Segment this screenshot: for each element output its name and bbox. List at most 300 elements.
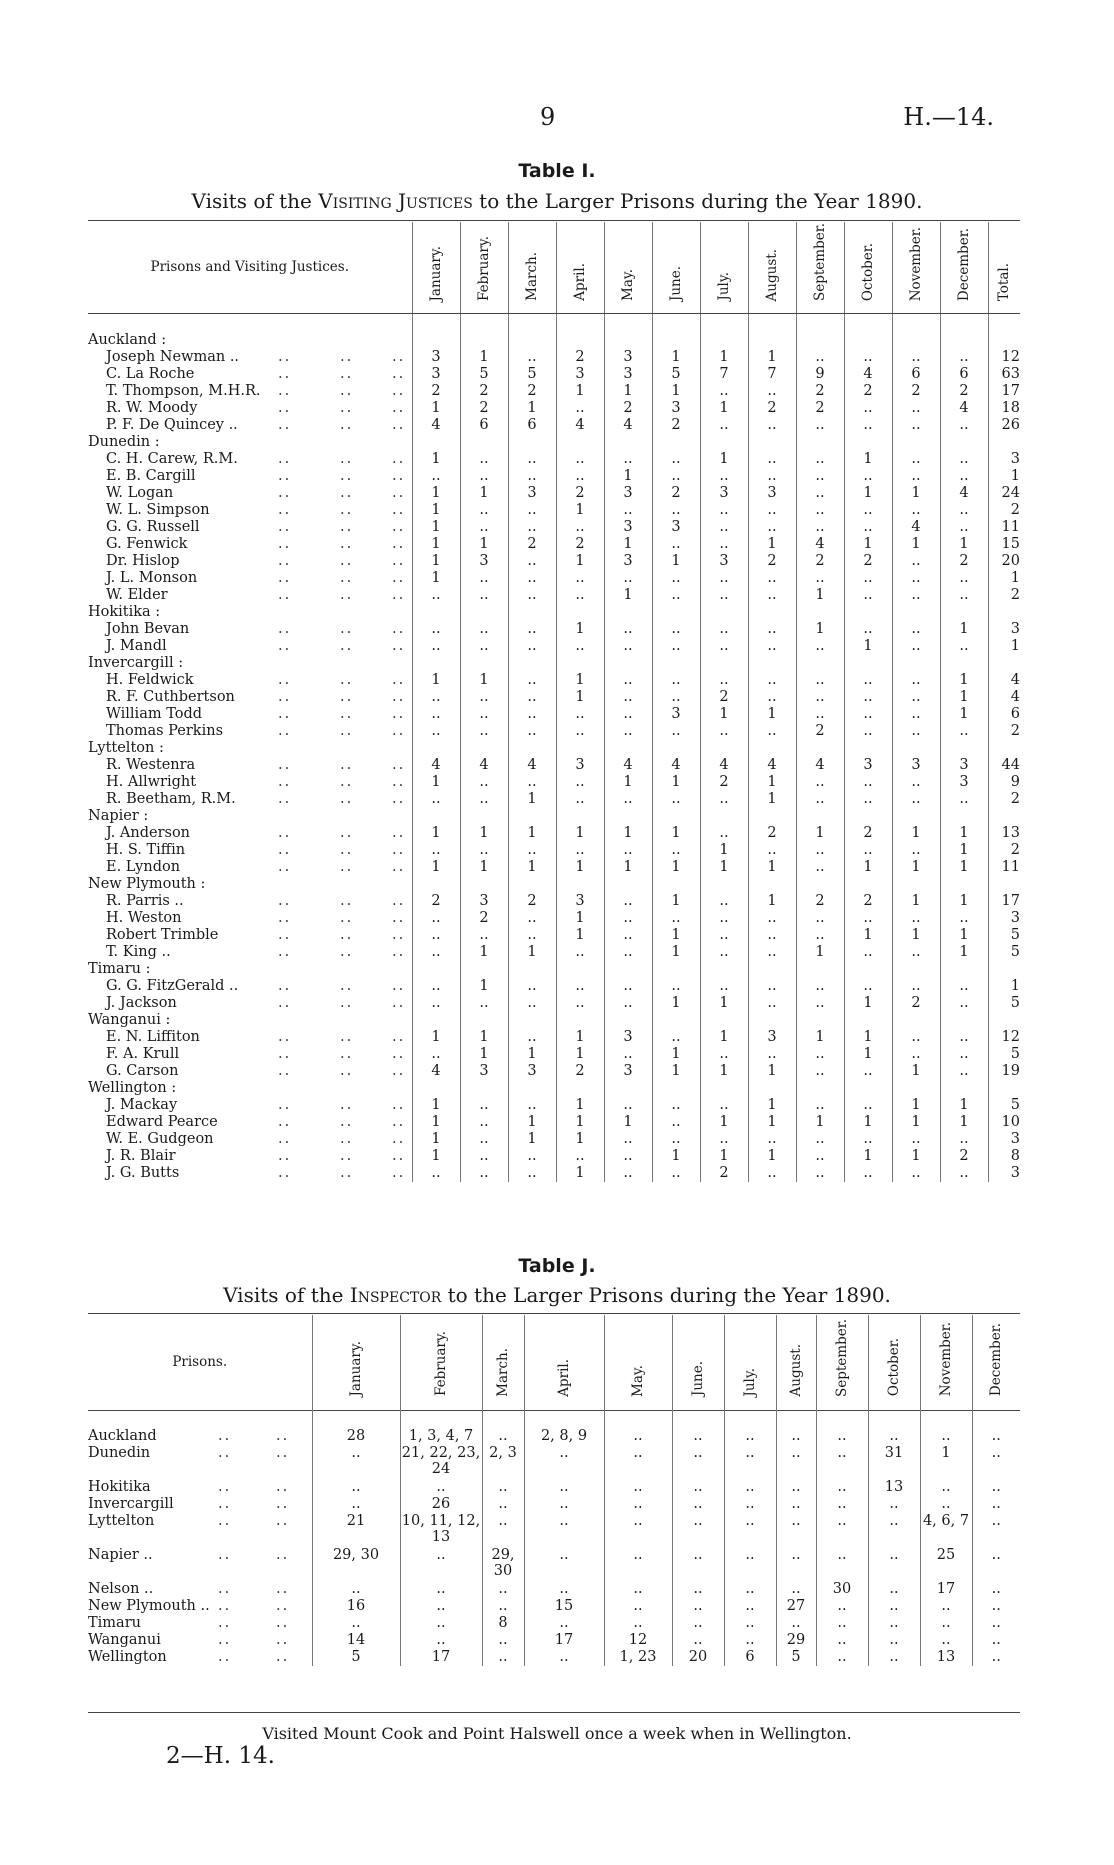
leader-dots: .. xyxy=(278,927,292,943)
visit-count-cell: .. xyxy=(460,995,508,1012)
table-i-subtitle-a: Visits of the xyxy=(191,189,319,213)
justice-row xyxy=(88,774,1020,791)
visit-count-cell: 1 xyxy=(700,400,748,417)
spacer-cell xyxy=(796,312,844,332)
column-header-month xyxy=(508,222,556,312)
visit-dates-cell: .. xyxy=(604,1445,672,1479)
justice-row xyxy=(88,910,1020,927)
visit-dates-cell: 29, 30 xyxy=(482,1547,524,1581)
visit-count-cell: .. xyxy=(844,978,892,995)
visit-count-cell: .. xyxy=(796,468,844,485)
leader-dots: .. xyxy=(340,349,354,365)
empty-cell xyxy=(604,655,652,672)
visit-dates-cell: 2, 8, 9 xyxy=(524,1428,604,1445)
justice-name-cell xyxy=(88,1063,412,1080)
table-i xyxy=(88,222,1020,1182)
justice-name: J. G. Butts xyxy=(106,1165,180,1181)
visit-count-cell: 1 xyxy=(892,825,940,842)
visit-count-cell: .. xyxy=(412,468,460,485)
visit-count-cell: .. xyxy=(892,1131,940,1148)
visit-dates-cell: .. xyxy=(724,1581,776,1598)
visit-dates-cell: 25 xyxy=(920,1547,972,1581)
justice-name-cell xyxy=(88,383,412,400)
visit-count-cell: .. xyxy=(508,927,556,944)
empty-cell xyxy=(460,434,508,451)
visit-count-cell: 1 xyxy=(796,621,844,638)
visit-dates-cell: .. xyxy=(816,1649,868,1666)
visit-count-cell: .. xyxy=(508,1148,556,1165)
justice-name: F. A. Krull xyxy=(106,1046,180,1062)
justice-name-cell xyxy=(88,774,412,791)
empty-cell xyxy=(940,655,988,672)
visit-count-cell: 1 xyxy=(508,1114,556,1131)
leader-dots: .. xyxy=(340,927,354,943)
empty-cell xyxy=(844,655,892,672)
empty-cell xyxy=(940,1080,988,1097)
visit-count-cell: 1 xyxy=(844,1029,892,1046)
visit-dates-cell: .. xyxy=(524,1581,604,1598)
visit-count-cell: .. xyxy=(652,451,700,468)
visit-count-cell: .. xyxy=(796,1046,844,1063)
visit-count-cell: .. xyxy=(892,468,940,485)
visit-count-cell: .. xyxy=(460,621,508,638)
empty-cell xyxy=(892,604,940,621)
total-cell: 19 xyxy=(1001,1063,1020,1079)
visit-count-cell: 1 xyxy=(748,859,796,876)
group-place-name: Dunedin : xyxy=(88,434,412,451)
visit-count-cell: 1 xyxy=(940,893,988,910)
visit-count-cell: .. xyxy=(556,774,604,791)
leader-dots: .. xyxy=(392,1148,406,1164)
justice-name: W. E. Gudgeon xyxy=(106,1131,214,1147)
empty-cell xyxy=(940,808,988,825)
visit-count-cell: 1 xyxy=(652,995,700,1012)
justice-name-cell xyxy=(88,502,412,519)
visit-count-cell: 1 xyxy=(412,1131,460,1148)
visit-dates-cell: .. xyxy=(604,1581,672,1598)
visit-count-cell: 2 xyxy=(892,383,940,400)
visit-count-cell: .. xyxy=(604,1097,652,1114)
empty-cell xyxy=(988,332,1020,349)
visit-dates-cell: .. xyxy=(868,1598,920,1615)
prison-row xyxy=(88,1547,1020,1581)
empty-cell xyxy=(844,740,892,757)
visit-count-cell: 3 xyxy=(412,349,460,366)
visit-count-cell: 2 xyxy=(700,1165,748,1182)
justice-name: W. L. Simpson xyxy=(106,502,210,518)
leader-dots: .. xyxy=(278,451,292,467)
leader-dots: .. xyxy=(218,1649,232,1665)
visit-count-cell: .. xyxy=(460,451,508,468)
leader-dots: .. xyxy=(278,1029,292,1045)
column-header-month-label: December. xyxy=(955,227,972,301)
visit-count-cell: .. xyxy=(412,995,460,1012)
visit-count-cell: .. xyxy=(412,638,460,655)
visit-count-cell: 1 xyxy=(700,1148,748,1165)
visit-count-cell: 1 xyxy=(700,859,748,876)
spacer-cell xyxy=(604,1410,672,1428)
prison-name-cell xyxy=(88,1513,312,1547)
empty-cell xyxy=(988,1012,1020,1029)
spacer-cell xyxy=(940,312,988,332)
visit-count-cell: 1 xyxy=(652,825,700,842)
group-row xyxy=(88,655,1020,672)
visit-dates-cell: .. xyxy=(868,1547,920,1581)
empty-cell xyxy=(748,604,796,621)
visit-count-cell: .. xyxy=(508,706,556,723)
justice-name: C. La Roche xyxy=(106,366,195,382)
column-header-month-label: December. xyxy=(987,1323,1004,1397)
visit-count-cell: 1 xyxy=(460,536,508,553)
visit-count-cell: .. xyxy=(652,672,700,689)
leader-dots: .. xyxy=(392,468,406,484)
spacer-cell xyxy=(776,1410,816,1428)
visit-count-cell: 2 xyxy=(844,825,892,842)
visit-count-cell: .. xyxy=(556,995,604,1012)
visit-count-cell: .. xyxy=(796,910,844,927)
visit-dates-cell: .. xyxy=(991,1547,1001,1563)
total-cell: 15 xyxy=(1001,536,1020,552)
visit-dates-cell: .. xyxy=(816,1496,868,1513)
visit-count-cell: 2 xyxy=(796,893,844,910)
justice-row xyxy=(88,1131,1020,1148)
visit-count-cell: 1 xyxy=(652,859,700,876)
column-header-month-label: October. xyxy=(885,1338,902,1397)
leader-dots: .. xyxy=(278,842,292,858)
group-place-name: Napier : xyxy=(88,808,412,825)
visit-count-cell: 1 xyxy=(748,791,796,808)
leader-dots: .. xyxy=(392,349,406,365)
visit-count-cell: 3 xyxy=(604,349,652,366)
visit-count-cell: .. xyxy=(940,417,988,434)
visit-count-cell: .. xyxy=(748,1165,796,1182)
empty-cell xyxy=(796,808,844,825)
visit-count-cell: .. xyxy=(604,689,652,706)
visit-count-cell: 1 xyxy=(556,383,604,400)
leader-dots: .. xyxy=(218,1496,232,1512)
column-header-month xyxy=(776,1315,816,1410)
visit-count-cell: .. xyxy=(940,1029,988,1046)
visit-dates-cell: .. xyxy=(724,1513,776,1547)
spacer-cell xyxy=(724,1410,776,1428)
visit-count-cell: 4 xyxy=(940,400,988,417)
leader-dots: .. xyxy=(278,519,292,535)
visit-dates-cell: .. xyxy=(724,1445,776,1479)
group-place-name: Invercargill : xyxy=(88,655,412,672)
visit-count-cell: .. xyxy=(700,927,748,944)
justice-row xyxy=(88,417,1020,434)
justice-row xyxy=(88,689,1020,706)
justice-name: W. Logan xyxy=(106,485,174,501)
visit-count-cell: 1 xyxy=(412,774,460,791)
visit-count-cell: .. xyxy=(412,791,460,808)
visit-count-cell: .. xyxy=(796,638,844,655)
empty-cell xyxy=(556,1080,604,1097)
visit-count-cell: .. xyxy=(940,570,988,587)
leader-dots: .. xyxy=(276,1496,290,1512)
leader-dots: .. xyxy=(392,944,406,960)
spacer-cell xyxy=(816,1410,868,1428)
visit-dates-cell: .. xyxy=(991,1649,1001,1665)
leader-dots: .. xyxy=(218,1479,232,1495)
empty-cell xyxy=(556,434,604,451)
prison-name-cell xyxy=(88,1632,312,1649)
visit-count-cell: 2 xyxy=(652,417,700,434)
visit-dates-cell: 1, 23 xyxy=(604,1649,672,1666)
justice-row xyxy=(88,587,1020,604)
empty-cell xyxy=(556,808,604,825)
leader-dots: .. xyxy=(278,910,292,926)
visit-count-cell: .. xyxy=(508,995,556,1012)
empty-cell xyxy=(748,1012,796,1029)
justice-name: H. Weston xyxy=(106,910,182,926)
visit-count-cell: 1 xyxy=(556,1029,604,1046)
visit-count-cell: 2 xyxy=(940,383,988,400)
visit-dates-cell: 20 xyxy=(672,1649,724,1666)
prison-name-cell xyxy=(88,1445,312,1479)
visit-count-cell: 1 xyxy=(556,553,604,570)
visit-count-cell: .. xyxy=(796,689,844,706)
visit-count-cell: .. xyxy=(700,587,748,604)
column-header-month xyxy=(700,222,748,312)
visit-count-cell: 1 xyxy=(844,1046,892,1063)
visit-count-cell: .. xyxy=(700,417,748,434)
leader-dots: .. xyxy=(340,502,354,518)
spacer-cell xyxy=(482,1410,524,1428)
group-place-name: Wanganui : xyxy=(88,1012,412,1029)
visit-count-cell: 1 xyxy=(412,536,460,553)
empty-cell xyxy=(604,808,652,825)
visit-dates-cell: .. xyxy=(724,1632,776,1649)
visit-dates-cell: .. xyxy=(400,1615,482,1632)
leader-dots: .. xyxy=(392,638,406,654)
justice-row xyxy=(88,757,1020,774)
visit-count-cell: .. xyxy=(460,1165,508,1182)
justice-row xyxy=(88,451,1020,468)
visit-count-cell: 1 xyxy=(700,842,748,859)
leader-dots: .. xyxy=(340,1029,354,1045)
leader-dots: .. xyxy=(340,587,354,603)
visit-count-cell: .. xyxy=(460,842,508,859)
visit-count-cell: .. xyxy=(508,587,556,604)
visit-count-cell: 1 xyxy=(652,927,700,944)
visit-dates-cell: .. xyxy=(482,1479,524,1496)
justice-row xyxy=(88,553,1020,570)
visit-dates-cell: .. xyxy=(312,1479,400,1496)
leader-dots: .. xyxy=(392,689,406,705)
leader-dots: .. xyxy=(278,366,292,382)
visit-dates-cell: .. xyxy=(724,1479,776,1496)
visit-count-cell: 1 xyxy=(460,1046,508,1063)
empty-cell xyxy=(700,876,748,893)
spacer-cell xyxy=(508,312,556,332)
visit-count-cell: .. xyxy=(892,723,940,740)
visit-count-cell: .. xyxy=(604,910,652,927)
visit-count-cell: 1 xyxy=(604,383,652,400)
visit-count-cell: .. xyxy=(748,417,796,434)
visit-count-cell: .. xyxy=(892,910,940,927)
justice-name-cell xyxy=(88,400,412,417)
leader-dots: .. xyxy=(278,570,292,586)
column-header-month xyxy=(748,222,796,312)
justice-name: E. N. Liffiton xyxy=(106,1029,200,1045)
visit-dates-cell: .. xyxy=(991,1615,1001,1631)
table-i-subtitle-sc: Visiting Justices xyxy=(318,189,473,213)
visit-count-cell: 1 xyxy=(412,1114,460,1131)
visit-count-cell: .. xyxy=(604,621,652,638)
visit-dates-cell: .. xyxy=(524,1496,604,1513)
empty-cell xyxy=(604,876,652,893)
leader-dots: .. xyxy=(278,468,292,484)
visit-count-cell: .. xyxy=(652,1131,700,1148)
empty-cell xyxy=(700,655,748,672)
visit-dates-cell: 14 xyxy=(312,1632,400,1649)
visit-count-cell: .. xyxy=(700,502,748,519)
visit-count-cell: 2 xyxy=(412,383,460,400)
leader-dots: .. xyxy=(340,672,354,688)
justice-row xyxy=(88,570,1020,587)
total-cell: 18 xyxy=(1001,400,1020,416)
visit-count-cell: 1 xyxy=(844,927,892,944)
empty-cell xyxy=(460,1012,508,1029)
visit-count-cell: .. xyxy=(412,944,460,961)
visit-count-cell: 1 xyxy=(748,1114,796,1131)
visit-count-cell: 6 xyxy=(460,417,508,434)
total-cell: 17 xyxy=(1001,383,1020,399)
empty-cell xyxy=(604,332,652,349)
visit-count-cell: .. xyxy=(652,638,700,655)
visit-count-cell: .. xyxy=(892,553,940,570)
visit-count-cell: 1 xyxy=(412,825,460,842)
empty-cell xyxy=(748,655,796,672)
visit-count-cell: 2 xyxy=(796,723,844,740)
leader-dots: .. xyxy=(340,910,354,926)
visit-count-cell: 1 xyxy=(412,400,460,417)
justice-name: J. Anderson xyxy=(106,825,191,841)
visit-count-cell: 2 xyxy=(412,893,460,910)
justice-name: H. S. Tiffin xyxy=(106,842,186,858)
prison-name: Dunedin xyxy=(88,1445,151,1461)
justice-name-cell xyxy=(88,1114,412,1131)
visit-dates-cell: .. xyxy=(482,1513,524,1547)
visit-count-cell: 1 xyxy=(556,927,604,944)
leader-dots: .. xyxy=(340,383,354,399)
leader-dots: .. xyxy=(278,893,292,909)
justice-name: H. Feldwick xyxy=(106,672,194,688)
visit-count-cell: 1 xyxy=(940,1114,988,1131)
justice-name-cell xyxy=(88,1131,412,1148)
visit-dates-cell: .. xyxy=(868,1496,920,1513)
visit-count-cell: 1 xyxy=(556,910,604,927)
visit-count-cell: .. xyxy=(508,723,556,740)
visit-count-cell: 1 xyxy=(700,451,748,468)
visit-count-cell: .. xyxy=(700,1097,748,1114)
visit-count-cell: 1 xyxy=(460,859,508,876)
justice-name-cell xyxy=(88,417,412,434)
visit-count-cell: 1 xyxy=(652,1063,700,1080)
visit-dates-cell: 29 xyxy=(776,1632,816,1649)
visit-count-cell: 1 xyxy=(556,672,604,689)
visit-count-cell: .. xyxy=(556,451,604,468)
justice-name-cell xyxy=(88,995,412,1012)
column-header-month xyxy=(482,1315,524,1410)
leader-dots: .. xyxy=(392,859,406,875)
visit-count-cell: .. xyxy=(652,502,700,519)
justice-name: Edward Pearce xyxy=(106,1114,218,1130)
visit-count-cell: .. xyxy=(604,638,652,655)
total-cell: 26 xyxy=(1001,417,1020,433)
visit-count-cell: .. xyxy=(556,791,604,808)
spacer-cell xyxy=(88,1410,312,1428)
visit-dates-cell: .. xyxy=(776,1547,816,1581)
visit-dates-cell: 1 xyxy=(920,1445,972,1479)
visit-count-cell: .. xyxy=(556,1148,604,1165)
visit-count-cell: .. xyxy=(748,383,796,400)
empty-cell xyxy=(508,1080,556,1097)
visit-count-cell: .. xyxy=(508,1097,556,1114)
justice-name: E. Lyndon xyxy=(106,859,181,875)
total-cell: 24 xyxy=(1001,485,1020,501)
empty-cell xyxy=(460,740,508,757)
column-header-month xyxy=(724,1315,776,1410)
justice-name-cell xyxy=(88,1165,412,1182)
visit-dates-cell: .. xyxy=(920,1598,972,1615)
visit-dates-cell: .. xyxy=(672,1615,724,1632)
visit-count-cell: .. xyxy=(940,978,988,995)
visit-count-cell: .. xyxy=(748,723,796,740)
visit-count-cell: 4 xyxy=(940,485,988,502)
visit-count-cell: 3 xyxy=(844,757,892,774)
leader-dots: .. xyxy=(340,1165,354,1181)
leader-dots: .. xyxy=(340,485,354,501)
table-i-subtitle xyxy=(0,189,1114,213)
leader-dots: .. xyxy=(278,621,292,637)
leader-dots: .. xyxy=(278,859,292,875)
visit-count-cell: .. xyxy=(700,1131,748,1148)
visit-dates-cell: .. xyxy=(604,1496,672,1513)
visit-dates-cell: .. xyxy=(724,1598,776,1615)
spacer-cell xyxy=(672,1410,724,1428)
visit-count-cell: .. xyxy=(844,502,892,519)
leader-dots: .. xyxy=(278,587,292,603)
visit-dates-cell: .. xyxy=(920,1479,972,1496)
visit-dates-cell: .. xyxy=(604,1428,672,1445)
visit-dates-cell: .. xyxy=(991,1513,1001,1529)
visit-count-cell: .. xyxy=(796,519,844,536)
visit-count-cell: .. xyxy=(892,842,940,859)
visit-dates-cell: .. xyxy=(724,1428,776,1445)
visit-dates-cell: .. xyxy=(991,1632,1001,1648)
visit-count-cell: 3 xyxy=(508,1063,556,1080)
visit-count-cell: 2 xyxy=(460,400,508,417)
leader-dots: .. xyxy=(392,570,406,586)
empty-cell xyxy=(748,961,796,978)
visit-count-cell: 1 xyxy=(508,859,556,876)
leader-dots: .. xyxy=(340,723,354,739)
visit-count-cell: 1 xyxy=(700,1029,748,1046)
justice-name-cell xyxy=(88,587,412,604)
visit-count-cell: .. xyxy=(748,944,796,961)
justice-row xyxy=(88,1165,1020,1182)
column-header-month-label: September. xyxy=(811,223,828,301)
visit-count-cell: .. xyxy=(604,927,652,944)
visit-count-cell: .. xyxy=(796,859,844,876)
visit-count-cell: 4 xyxy=(604,417,652,434)
visit-count-cell: .. xyxy=(748,468,796,485)
empty-cell xyxy=(700,604,748,621)
column-header-month xyxy=(920,1315,972,1410)
justice-name: W. Elder xyxy=(106,587,168,603)
